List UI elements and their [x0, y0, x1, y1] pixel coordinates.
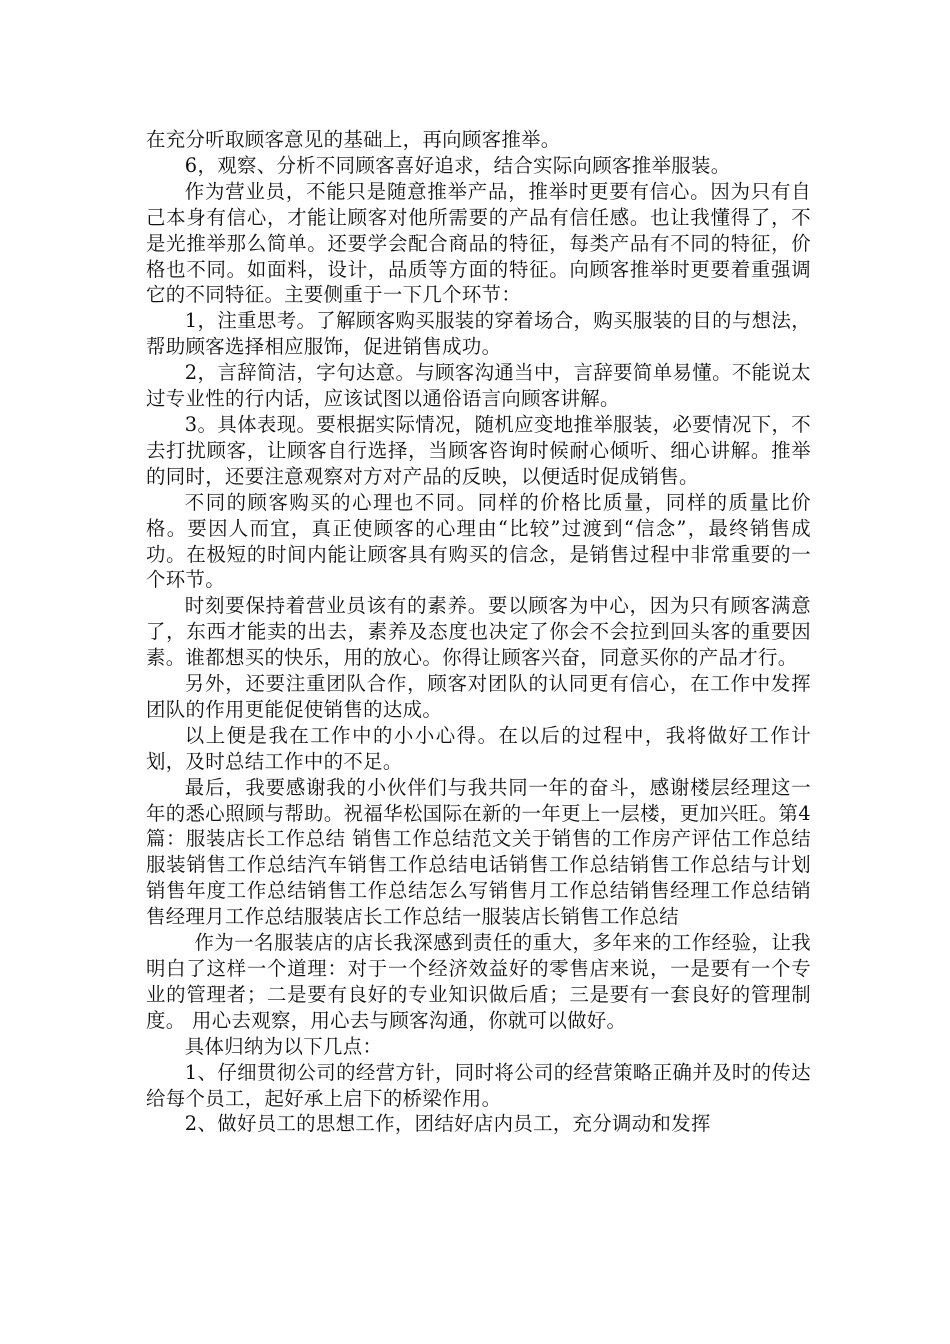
paragraph: 在充分听取顾客意见的基础上，再向顾客推举。 [146, 128, 561, 151]
paragraph: 2、做好员工的思想工作，团结好店内员工，充分调动和发挥 [184, 1112, 711, 1136]
paragraph: 以上便是我在工作中的小小心得。在以后的过程中，我将做好工作计划，及时总结工作中的不足。 [146, 723, 811, 773]
paragraph: 3。具体表现。要根据实际情况，随机应变地推举服装，必要情况下，不去打扰顾客，让顾客自行选择，当顾客咨询时候耐心倾听、细心讲解。推举的同时，还要注意观察对方对产品的反映，以便适时促成销售。 [146, 412, 811, 488]
paragraph: 1、仔细贯彻公司的经营方针，同时将公司的经营策略正确并及时的传达给每个员工，起好承上启下的桥梁作用。 [146, 1060, 811, 1110]
paragraph: 作为营业员，不能只是随意推举产品，推举时更要有信心。因为只有自己本身有信心，才能让顾客对他所需要的产品有信任感。也让我懂得了，不是光推举那么简单。还要学会配合商品的特征，每类产品有不同的特征，价格也不同。如面料，设计，品质等方面的特征。向顾客推举时更要着重强调它的不同特征。主要侧重于一下几个环节： [146, 179, 811, 307]
paragraph: 1，注重思考。了解顾客购买服装的穿着场合，购买服装的目的与想法，帮助顾客选择相应服饰，促进销售成功。 [146, 309, 811, 359]
paragraph: 时刻要保持着营业员该有的素养。要以顾客为中心，因为只有顾客满意了，东西才能卖的出去，素养及态度也决定了你会不会拉到回头客的重要因素。谁都想买的快乐，用的放心。你得让顾客兴奋，同意买你的产品才行。 [146, 594, 811, 670]
paragraph: 作为一名服装店的店长我深感到责任的重大，多年来的工作经验，让我明白了这样一个道理：对于一个经济效益好的零售店来说，一是要有一个专业的管理者；二是要有良好的专业知识做后盾；三是要有一套良好的管理制度。 用心去观察，用心去与顾客沟通，你就可以做好。 [146, 931, 811, 1032]
paragraph: 另外，还要注重团队合作，顾客对团队的认同更有信心，在工作中发挥团队的作用更能促使销售的达成。 [146, 672, 811, 721]
paragraph: 6，观察、分析不同顾客喜好追求，结合实际向顾客推举服装。 [184, 153, 731, 177]
paragraph: 不同的顾客购买的心理也不同。同样的价格比质量，同样的质量比价格。要因人而宜，真正使顾客的心理由“比较”过渡到“信念”，最终销售成功。在极短的时间内能让顾客具有购买的信念，是销售过程中非常重要的一个环节。 [146, 490, 811, 592]
document-body [146, 127, 811, 1137]
paragraph: 具体归纳为以下几点： [184, 1034, 383, 1058]
paragraph: 2，言辞简洁，字句达意。与顾客沟通当中，言辞要简单易懂。不能说太过专业性的行内话，应该试图以通俗语言向顾客讲解。 [146, 361, 811, 411]
paragraph: 最后，我要感谢我的小伙伴们与我共同一年的奋斗，感谢楼层经理这一年的悉心照顾与帮助。祝福华松国际在新的一年更上一层楼，更加兴旺。第4篇：服装店长工作总结 销售工作总结范文关于销售的工作房产评估工作总结服装销售工作总结汽车销售工作总结电话销售工作总结销售工作总结与计划销售年度工作总结销售工作总结怎么写销售月工作总结销售经理工作总结销售经理月工作总结服装店长工作总结一服装店长销售工作总结 [146, 775, 811, 929]
